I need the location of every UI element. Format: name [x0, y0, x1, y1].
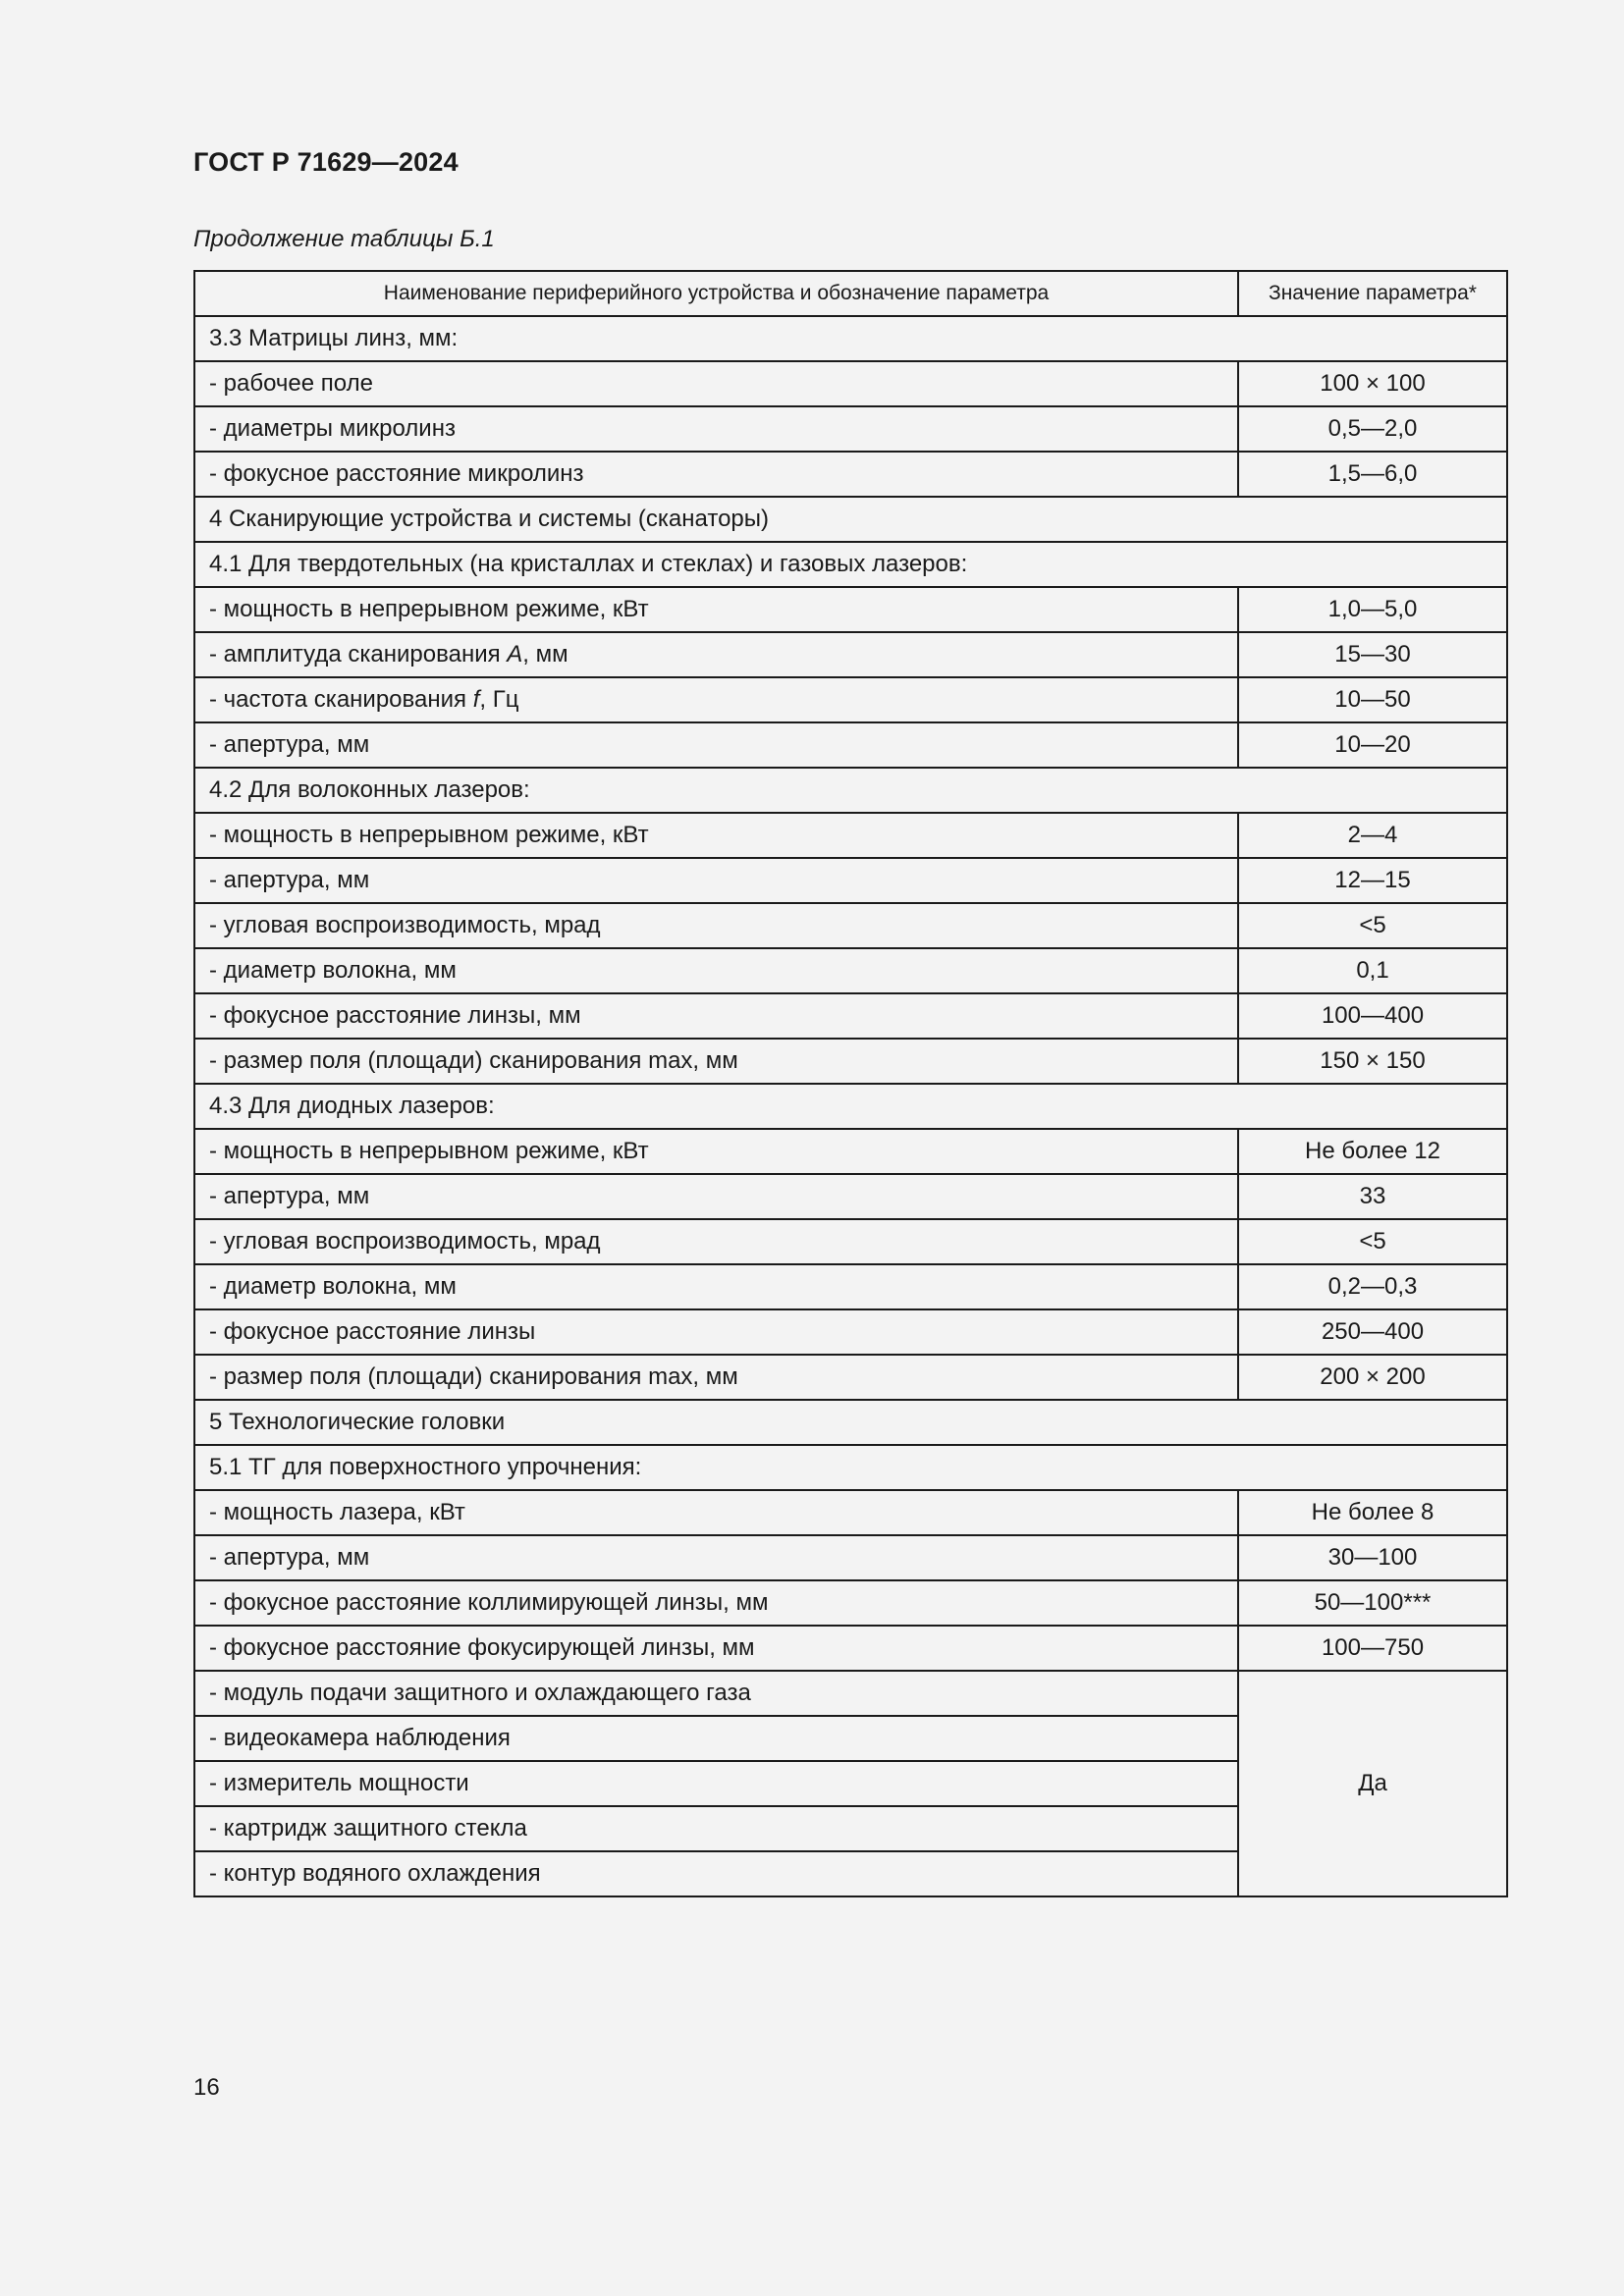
section-row	[194, 1084, 1507, 1129]
section-row	[194, 497, 1507, 542]
table-row	[194, 722, 1507, 768]
table-body	[194, 316, 1507, 1896]
column-header-value: Значение параметра*	[1238, 271, 1507, 316]
section-heading: 5 Технологические головки	[194, 1400, 1507, 1445]
parameter-name: - диаметр волокна, мм	[194, 1264, 1238, 1309]
parameter-value: 10—20	[1238, 722, 1507, 768]
parameter-value: 2—4	[1238, 813, 1507, 858]
section-row	[194, 1445, 1507, 1490]
parameter-value: 150 × 150	[1238, 1039, 1507, 1084]
table-row	[194, 993, 1507, 1039]
section-heading: 5.1 ТГ для поверхностного упрочнения:	[194, 1445, 1507, 1490]
table-row	[194, 1626, 1507, 1671]
parameter-name: - видеокамера наблюдения	[194, 1716, 1238, 1761]
parameter-value: 250—400	[1238, 1309, 1507, 1355]
parameter-name: - картридж защитного стекла	[194, 1806, 1238, 1851]
parameter-value: 50—100***	[1238, 1580, 1507, 1626]
parameter-name-part: , мм	[522, 641, 568, 667]
parameter-name: - измеритель мощности	[194, 1761, 1238, 1806]
table-row	[194, 361, 1507, 406]
table-row	[194, 948, 1507, 993]
parameter-value: 0,5—2,0	[1238, 406, 1507, 452]
parameter-value: 15—30	[1238, 632, 1507, 677]
parameter-value: 1,0—5,0	[1238, 587, 1507, 632]
table-row	[194, 1355, 1507, 1400]
parameter-value: 100—750	[1238, 1626, 1507, 1671]
section-row	[194, 768, 1507, 813]
parameter-name: - модуль подачи защитного и охлаждающего газа	[194, 1671, 1238, 1716]
table-row	[194, 1490, 1507, 1535]
parameter-value: 33	[1238, 1174, 1507, 1219]
parameter-value: 12—15	[1238, 858, 1507, 903]
column-header-name: Наименование периферийного устройства и обозначение параметра	[194, 271, 1238, 316]
parameter-value: 0,2—0,3	[1238, 1264, 1507, 1309]
table-header-row	[194, 271, 1507, 316]
table-row	[194, 1174, 1507, 1219]
parameter-symbol: A	[507, 641, 523, 667]
parameter-name	[194, 677, 1238, 722]
table-row	[194, 1309, 1507, 1355]
section-row	[194, 316, 1507, 361]
parameter-name: - рабочее поле	[194, 361, 1238, 406]
parameter-name: - размер поля (площади) сканирования max, мм	[194, 1039, 1238, 1084]
section-heading: 4.1 Для твердотельных (на кристаллах и стеклах) и газовых лазеров:	[194, 542, 1507, 587]
parameter-value: 10—50	[1238, 677, 1507, 722]
parameter-name: - апертура, мм	[194, 722, 1238, 768]
section-row	[194, 542, 1507, 587]
parameter-name-part: - амплитуда сканирования	[209, 641, 508, 667]
section-heading: 3.3 Матрицы линз, мм:	[194, 316, 1507, 361]
table-row	[194, 1264, 1507, 1309]
parameter-name: - апертура, мм	[194, 1174, 1238, 1219]
parameter-value: 200 × 200	[1238, 1355, 1507, 1400]
parameter-name: - контур водяного охлаждения	[194, 1851, 1238, 1896]
table-row	[194, 903, 1507, 948]
page-number: 16	[193, 2074, 220, 2101]
parameter-name: - мощность в непрерывном режиме, кВт	[194, 1129, 1238, 1174]
parameter-name: - апертура, мм	[194, 858, 1238, 903]
table-row	[194, 1039, 1507, 1084]
table-row	[194, 677, 1507, 722]
parameter-name: - мощность лазера, кВт	[194, 1490, 1238, 1535]
parameter-value: 0,1	[1238, 948, 1507, 993]
table-row	[194, 858, 1507, 903]
parameter-name: - диаметр волокна, мм	[194, 948, 1238, 993]
table-row	[194, 452, 1507, 497]
parameter-name: - угловая воспроизводимость, мрад	[194, 1219, 1238, 1264]
parameter-name: - размер поля (площади) сканирования max, мм	[194, 1355, 1238, 1400]
table-row	[194, 1580, 1507, 1626]
table-caption: Продолжение таблицы Б.1	[193, 226, 495, 252]
parameter-symbol: f	[472, 686, 480, 713]
parameter-name	[194, 632, 1238, 677]
parameters-table	[193, 270, 1508, 1897]
parameter-name: - апертура, мм	[194, 1535, 1238, 1580]
parameter-name: - фокусное расстояние коллимирующей линзы, мм	[194, 1580, 1238, 1626]
table-row	[194, 406, 1507, 452]
table-row	[194, 1129, 1507, 1174]
parameter-name: - угловая воспроизводимость, мрад	[194, 903, 1238, 948]
table-row	[194, 632, 1507, 677]
section-row	[194, 1400, 1507, 1445]
section-heading: 4.2 Для волоконных лазеров:	[194, 768, 1507, 813]
parameter-name: - мощность в непрерывном режиме, кВт	[194, 587, 1238, 632]
parameter-value: Не более 12	[1238, 1129, 1507, 1174]
table-row	[194, 1535, 1507, 1580]
parameter-name: - мощность в непрерывном режиме, кВт	[194, 813, 1238, 858]
table-row	[194, 1219, 1507, 1264]
parameter-name: - диаметры микролинз	[194, 406, 1238, 452]
parameter-value: <5	[1238, 1219, 1507, 1264]
section-heading: 4.3 Для диодных лазеров:	[194, 1084, 1507, 1129]
parameter-name: - фокусное расстояние фокусирующей линзы, мм	[194, 1626, 1238, 1671]
parameter-value: 1,5—6,0	[1238, 452, 1507, 497]
parameter-name: - фокусное расстояние линзы, мм	[194, 993, 1238, 1039]
section-heading: 4 Сканирующие устройства и системы (сканаторы)	[194, 497, 1507, 542]
parameter-value: 100 × 100	[1238, 361, 1507, 406]
parameter-name: - фокусное расстояние линзы	[194, 1309, 1238, 1355]
table-row	[194, 587, 1507, 632]
parameter-value: Не более 8	[1238, 1490, 1507, 1535]
table-row	[194, 813, 1507, 858]
parameter-value: 30—100	[1238, 1535, 1507, 1580]
parameter-value: Да	[1238, 1671, 1507, 1896]
parameter-value: 100—400	[1238, 993, 1507, 1039]
parameter-value: <5	[1238, 903, 1507, 948]
parameter-name-part: - частота сканирования	[209, 686, 473, 713]
document-id: ГОСТ Р 71629—2024	[193, 147, 459, 177]
parameter-name-part: , Гц	[479, 686, 519, 713]
parameter-name: - фокусное расстояние микролинз	[194, 452, 1238, 497]
table-row	[194, 1671, 1507, 1716]
